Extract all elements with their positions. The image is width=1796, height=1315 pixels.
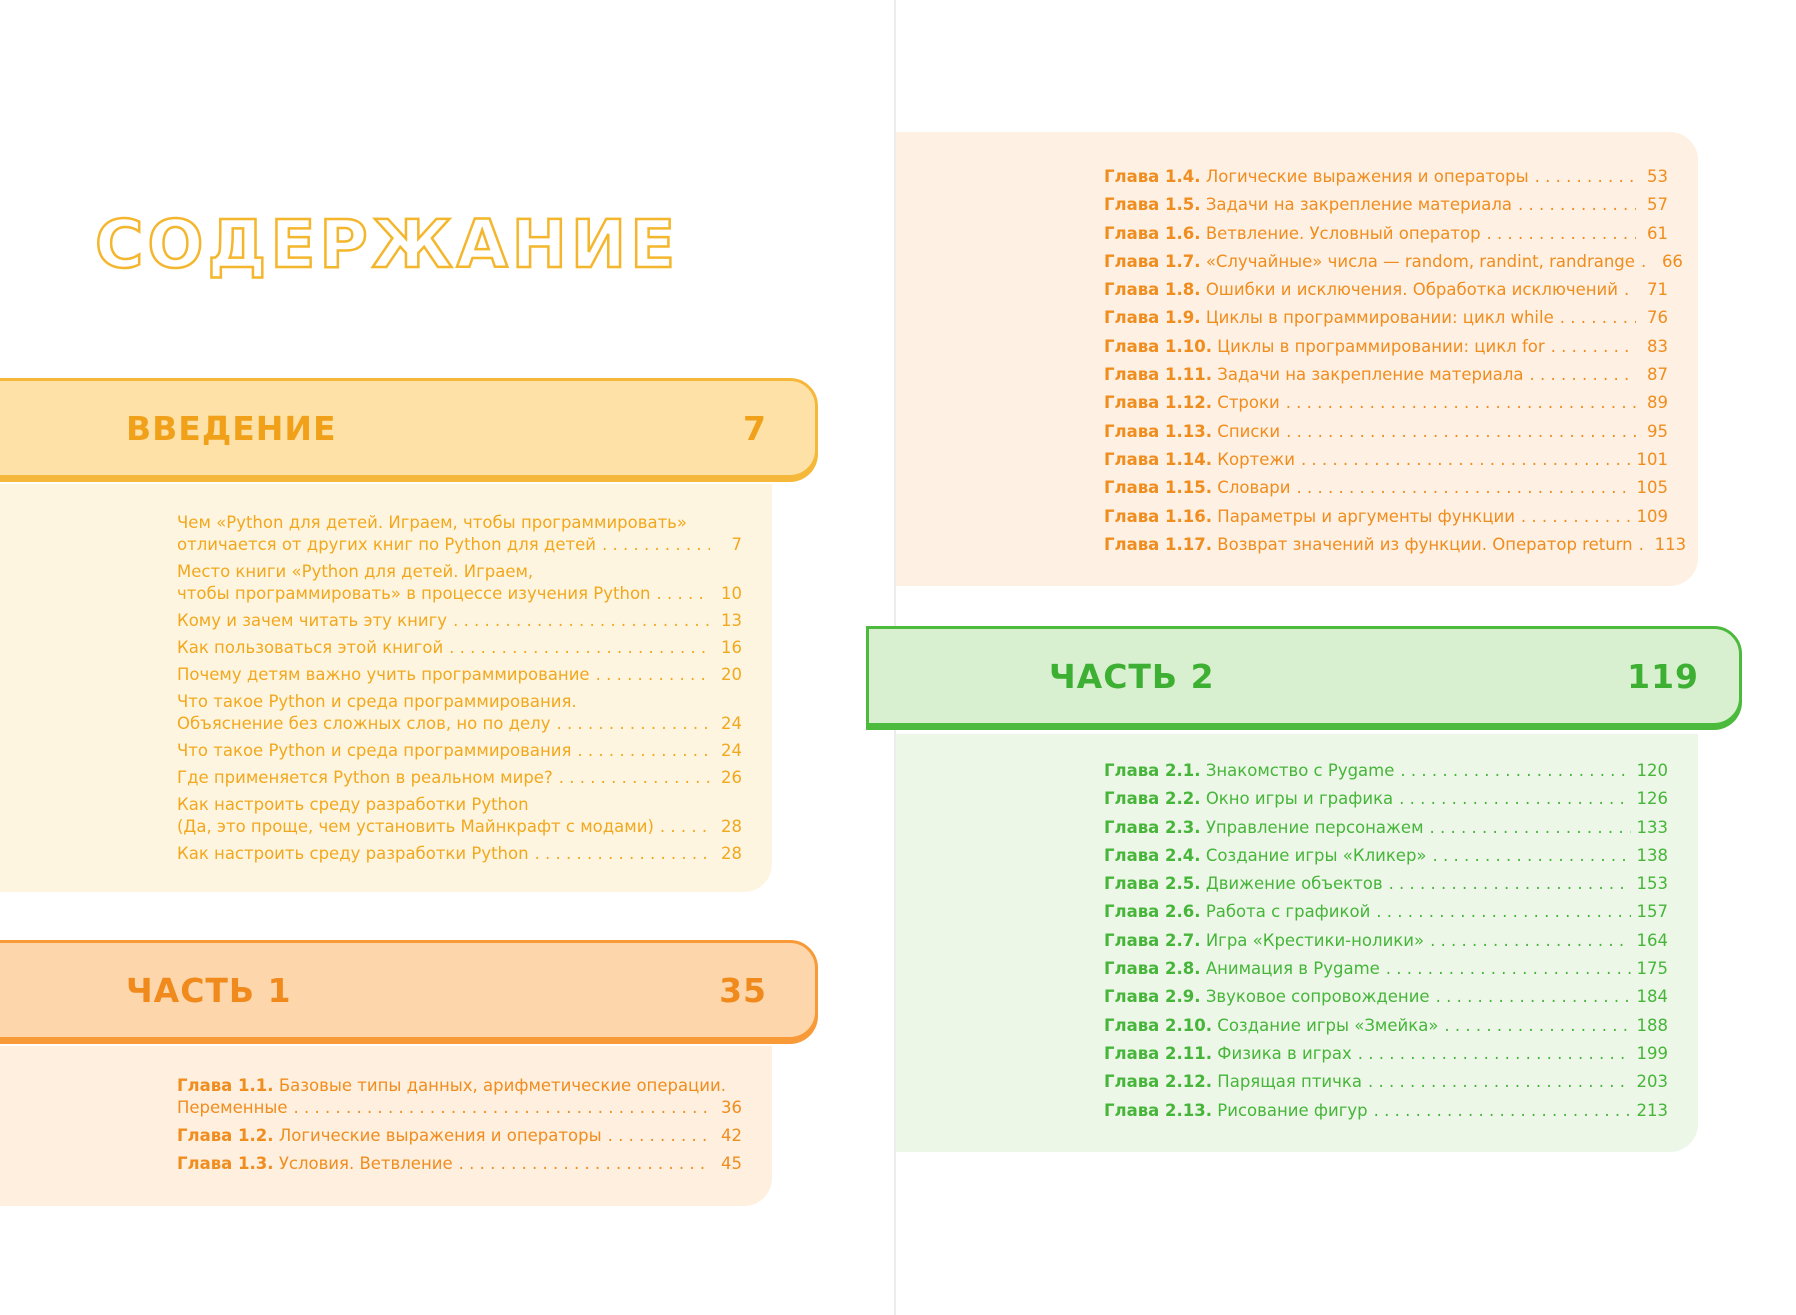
toc-entry-title: [177, 534, 596, 556]
toc-entry-title: [177, 1125, 602, 1147]
toc-entry-text: Физика в играх: [1217, 1043, 1352, 1063]
toc-entry-text: Как пользоваться этой книгой: [177, 638, 444, 657]
toc-entry-line: [1104, 166, 1668, 188]
toc-entry-line: [1104, 1015, 1668, 1037]
dot-leader: [1487, 223, 1636, 245]
chapter-number: Глава 1.17.: [1104, 534, 1213, 554]
dot-leader: [1399, 788, 1630, 810]
toc-entry-text: Знакомство с Pygame: [1205, 761, 1395, 780]
chapter-number: Глава 2.3.: [1104, 817, 1201, 837]
toc-entry-title: [1104, 986, 1430, 1008]
toc-entry-line: [1104, 194, 1668, 216]
toc-entry-text: Создание игры «Кликер»: [1205, 845, 1427, 865]
dot-leader: [453, 610, 710, 632]
toc-entry-title: [1104, 506, 1515, 528]
toc-entry-title: [1104, 477, 1291, 499]
toc-page-number: 20: [721, 665, 742, 684]
toc-entry-text: Почему детям важно учить программирование: [177, 665, 590, 684]
chapter-number: Глава 1.13.: [1104, 421, 1213, 441]
toc-entry-line: [1104, 223, 1668, 245]
toc-entry-title: [1104, 307, 1554, 329]
dot-leader: [657, 583, 711, 605]
toc-page-number: 61: [1647, 223, 1668, 243]
toc-entry-line: [177, 664, 742, 686]
toc-entry-first-line: [177, 691, 742, 713]
toc-entry[interactable]: [1104, 1100, 1668, 1128]
toc-entry-line: [1104, 449, 1668, 471]
dot-leader: [1368, 1071, 1631, 1093]
toc-entry-text: Параметры и аргументы функции: [1217, 506, 1515, 526]
toc-entry-title: [1104, 534, 1633, 556]
toc-page-number: 87: [1647, 365, 1668, 385]
toc-entry-line: [1104, 364, 1668, 386]
dot-leader: [1400, 760, 1630, 782]
chapter-number: Глава 2.11.: [1104, 1043, 1213, 1063]
dot-leader: [1530, 364, 1636, 386]
chapter-number: Глава 1.6.: [1104, 223, 1201, 243]
toc-entry-title: [177, 713, 550, 735]
dot-leader: [294, 1097, 710, 1119]
toc-entry-line: [177, 534, 742, 556]
dot-leader: [1430, 817, 1631, 839]
toc-entry[interactable]: [1104, 958, 1668, 986]
toc-entry[interactable]: [1104, 477, 1668, 505]
toc-entry[interactable]: [177, 561, 742, 605]
toc-page-number: 76: [1647, 308, 1668, 328]
toc-entry-line: [1104, 279, 1668, 301]
chapter-number: Глава 1.15.: [1104, 478, 1213, 498]
chapter-number: Глава 1.2.: [177, 1126, 274, 1145]
toc-entry-line: [177, 610, 742, 632]
part2-heading: ЧАСТЬ 2: [1049, 656, 1215, 696]
toc-page-number: 7: [731, 535, 742, 554]
toc-entry-text: Игра «Крестики-нолики»: [1205, 930, 1425, 950]
toc-page-number: 89: [1647, 393, 1668, 413]
toc-page-number: 13: [721, 611, 742, 630]
toc-page-number: 175: [1636, 959, 1668, 979]
toc-page-number: 66: [1661, 251, 1683, 271]
dot-leader: [1358, 1043, 1631, 1065]
part1-continued-toc-list: [1104, 166, 1687, 562]
dot-leader: [1389, 873, 1631, 895]
toc-entry-text: «Случайные» числа — random, randint, randrange: [1205, 251, 1635, 271]
chapter-number: Глава 2.9.: [1104, 987, 1201, 1007]
toc-entry-title: [1104, 788, 1393, 810]
toc-entry-title-line1: Как настроить среду разработки Python: [177, 795, 529, 814]
toc-entry-text: Работа с графикой: [1205, 902, 1371, 922]
toc-entry-text: Что такое Python и среда программирования: [177, 741, 572, 760]
toc-entry[interactable]: [177, 794, 742, 838]
toc-entry[interactable]: [177, 767, 742, 789]
chapter-number: Глава 2.2.: [1104, 789, 1201, 809]
page-title: СОДЕРЖАНИЕ: [95, 206, 680, 283]
toc-entry-title: [1104, 817, 1424, 839]
toc-entry[interactable]: [1104, 449, 1668, 477]
intro-header[interactable]: [0, 378, 818, 478]
toc-entry-title: [177, 1153, 453, 1175]
chapter-number: Глава 1.10.: [1104, 336, 1213, 356]
toc-entry-line: [177, 843, 742, 865]
dot-leader: [1518, 194, 1636, 216]
toc-entry[interactable]: [1104, 1043, 1668, 1071]
chapter-number: Глава 2.4.: [1104, 845, 1201, 865]
toc-entry-first-line: [177, 1075, 742, 1097]
toc-page-number: 213: [1636, 1100, 1668, 1120]
dot-leader: [660, 816, 710, 838]
toc-entry-text: Ошибки и исключения. Обработка исключений: [1205, 280, 1619, 300]
toc-page-number: 28: [721, 817, 742, 836]
toc-entry-line: [1104, 307, 1668, 329]
toc-entry-line: [1104, 930, 1668, 952]
toc-entry[interactable]: [1104, 279, 1668, 307]
toc-entry[interactable]: [1104, 817, 1668, 845]
toc-entry-title: [1104, 194, 1512, 216]
toc-entry[interactable]: [177, 1075, 742, 1119]
toc-entry-line: [1104, 760, 1668, 782]
toc-page-number: 120: [1636, 761, 1668, 780]
toc-entry-text: Задачи на закрепление материала: [1217, 365, 1524, 385]
toc-entry[interactable]: [1104, 223, 1668, 251]
toc-entry-text: Создание игры «Змейка»: [1217, 1015, 1439, 1035]
toc-entry-text: Ветвление. Условный оператор: [1205, 223, 1481, 243]
toc-page-number: 71: [1647, 280, 1668, 300]
toc-entry-text: Логические выражения и операторы: [1205, 167, 1529, 186]
dot-leader: [556, 713, 710, 735]
toc-entry-text: Задачи на закрепление материала: [1205, 195, 1513, 215]
toc-entry-text: Списки: [1217, 421, 1281, 441]
dot-leader: [577, 740, 710, 762]
toc-page-number: 10: [721, 584, 742, 603]
toc-entry-text: отличается от других книг по Python для детей: [177, 535, 596, 554]
toc-entry[interactable]: [177, 843, 742, 865]
toc-entry-title: [177, 843, 529, 865]
toc-entry-title: [1104, 930, 1424, 952]
toc-entry[interactable]: [1104, 986, 1668, 1014]
chapter-number: Глава 2.6.: [1104, 902, 1201, 922]
dot-leader: [602, 534, 710, 556]
part1-heading: ЧАСТЬ 1: [126, 970, 292, 1010]
toc-entry[interactable]: [177, 1125, 742, 1147]
dot-leader: [1286, 392, 1636, 414]
toc-entry-text: Возврат значений из функции. Оператор return: [1217, 534, 1633, 554]
toc-entry[interactable]: [1104, 336, 1668, 364]
toc-entry-line: [1104, 788, 1668, 810]
toc-entry-line: [177, 816, 742, 838]
chapter-number: Глава 1.8.: [1104, 280, 1201, 300]
toc-entry-text: Как настроить среду разработки Python: [177, 844, 529, 863]
toc-entry-line: [1104, 845, 1668, 867]
chapter-number: Глава 1.5.: [1104, 195, 1201, 215]
toc-entry-title: [177, 637, 443, 659]
toc-entry[interactable]: [1104, 1071, 1668, 1099]
toc-page-number: 101: [1636, 449, 1668, 469]
toc-entry-line: [177, 767, 742, 789]
toc-page-number: 95: [1647, 421, 1668, 441]
toc-page-number: 45: [721, 1154, 742, 1173]
toc-entry-line: [1104, 421, 1668, 443]
dot-leader: [596, 664, 710, 686]
toc-entry-text: Переменные: [177, 1098, 288, 1117]
toc-entry[interactable]: [1104, 930, 1668, 958]
chapter-number: Глава 2.12.: [1104, 1072, 1213, 1092]
toc-entry-text: Окно игры и графика: [1205, 789, 1394, 809]
toc-entry[interactable]: [1104, 251, 1683, 279]
toc-entry-text: Анимация в Pygame: [1205, 959, 1380, 979]
toc-entry[interactable]: [1104, 534, 1687, 562]
chapter-number: Глава 1.11.: [1104, 365, 1213, 385]
toc-entry[interactable]: [177, 637, 742, 659]
toc-entry-title: [1104, 251, 1635, 273]
toc-entry-text: чтобы программировать» в процессе изучения Python: [177, 584, 651, 603]
toc-entry-title: [177, 583, 651, 605]
toc-page-number: 153: [1636, 874, 1668, 894]
toc-entry-title: [1104, 364, 1524, 386]
dot-leader: [608, 1125, 710, 1147]
intro-toc-list: [177, 512, 742, 870]
toc-entry-title: [177, 664, 590, 686]
dot-leader: [1301, 449, 1631, 471]
toc-entry-text: (Да, это проще, чем установить Майнкрафт с модами): [177, 817, 654, 836]
toc-entry-title-line1: Чем «Python для детей. Играем, чтобы программировать»: [177, 513, 688, 532]
toc-page-number: 16: [721, 638, 742, 657]
toc-entry[interactable]: [1104, 506, 1668, 534]
toc-entry-text: Рисование фигур: [1217, 1100, 1368, 1120]
toc-entry-title-line1: Что такое Python и среда программирования.: [177, 692, 577, 711]
toc-entry-title: [1104, 958, 1380, 980]
chapter-number: Глава 2.13.: [1104, 1100, 1213, 1120]
toc-entry[interactable]: [177, 691, 742, 735]
toc-page-number: 188: [1636, 1015, 1668, 1035]
toc-entry-text: Парящая птичка: [1217, 1072, 1362, 1092]
toc-page-number: 105: [1636, 478, 1668, 498]
toc-page-number: 53: [1647, 167, 1668, 186]
toc-entry-title: [1104, 1015, 1438, 1037]
dot-leader: [1430, 930, 1630, 952]
toc-page-number: 36: [721, 1098, 742, 1117]
toc-entry[interactable]: [1104, 1015, 1668, 1043]
toc-entry-line: [177, 583, 742, 605]
toc-entry[interactable]: [177, 512, 742, 556]
toc-entry-title: [1104, 223, 1481, 245]
toc-entry-text: Объяснение без сложных слов, но по делу: [177, 714, 551, 733]
toc-entry[interactable]: [1104, 392, 1668, 420]
toc-entry[interactable]: [1104, 307, 1668, 335]
toc-entry[interactable]: [1104, 873, 1668, 901]
toc-entry-text: Словари: [1217, 478, 1291, 498]
toc-entry-line: [1104, 1043, 1668, 1065]
toc-page-number: 203: [1636, 1072, 1668, 1092]
toc-page-number: 24: [721, 741, 742, 760]
toc-page-number: 28: [721, 844, 742, 863]
toc-page-number: 133: [1636, 817, 1668, 837]
toc-entry[interactable]: [1104, 194, 1668, 222]
toc-entry-line: [1104, 873, 1668, 895]
toc-entry-title: [177, 740, 571, 762]
toc-page-number: 164: [1636, 930, 1668, 950]
toc-entry-line: [1104, 477, 1668, 499]
toc-entry-text: Кому и зачем читать эту книгу: [177, 611, 448, 630]
toc-page-number: 113: [1654, 534, 1687, 554]
chapter-number: Глава 1.9.: [1104, 308, 1201, 328]
dot-leader: [1376, 901, 1630, 923]
toc-entry-line: [1104, 392, 1668, 414]
toc-entry[interactable]: [1104, 364, 1668, 392]
toc-entry-title: [1104, 392, 1280, 414]
chapter-number: Глава 2.7.: [1104, 930, 1201, 950]
dot-leader: [1297, 477, 1631, 499]
chapter-number: Глава 2.5.: [1104, 874, 1201, 894]
chapter-number: Глава 1.1.: [177, 1076, 274, 1095]
toc-entry[interactable]: [1104, 845, 1668, 873]
toc-entry-text: Условия. Ветвление: [278, 1154, 453, 1173]
toc-page-number: 138: [1636, 845, 1668, 865]
chapter-number: Глава 2.1.: [1104, 761, 1201, 780]
toc-entry-title: [1104, 845, 1427, 867]
toc-entry-line: [1104, 534, 1687, 556]
toc-entry-line: [177, 1097, 742, 1119]
dot-leader: [1521, 506, 1631, 528]
chapter-number: Глава 1.14.: [1104, 449, 1213, 469]
dot-leader: [1444, 1015, 1630, 1037]
intro-heading: ВВЕДЕНИЕ: [126, 408, 337, 448]
toc-entry-title: [1104, 279, 1618, 301]
toc-entry-line: [177, 1153, 742, 1175]
toc-page-number: 42: [721, 1126, 742, 1145]
toc-page-number: 157: [1636, 902, 1668, 922]
part1-header[interactable]: [0, 940, 818, 1040]
toc-entry-title-line1: Место книги «Python для детей. Играем,: [177, 562, 534, 581]
toc-entry-title: [1104, 873, 1383, 895]
toc-entry-line: [1104, 958, 1668, 980]
dot-leader: [1374, 1100, 1631, 1122]
dot-leader: [559, 767, 710, 789]
toc-page-number: 24: [721, 714, 742, 733]
toc-entry-title: [1104, 1043, 1352, 1065]
toc-entry-text: Строки: [1217, 393, 1280, 413]
toc-page-number: 57: [1647, 195, 1668, 215]
dot-leader: [1436, 986, 1631, 1008]
toc-entry[interactable]: [177, 664, 742, 686]
toc-entry-title-line1: Базовые типы данных, арифметические операции.: [278, 1076, 726, 1095]
toc-entry-first-line: [177, 794, 742, 816]
toc-entry-line: [177, 740, 742, 762]
chapter-number: Глава 1.4.: [1104, 167, 1201, 186]
part2-header[interactable]: [866, 626, 1742, 726]
toc-page-number: 83: [1647, 336, 1668, 356]
toc-entry-text: Циклы в программировании: цикл for: [1217, 336, 1545, 356]
dot-leader: [1624, 279, 1636, 301]
toc-entry[interactable]: [1104, 421, 1668, 449]
dot-leader: [449, 637, 710, 659]
toc-entry-title: [1104, 449, 1295, 471]
chapter-number: Глава 2.8.: [1104, 959, 1201, 979]
chapter-number: Глава 2.10.: [1104, 1015, 1213, 1035]
part2-page-number: 119: [1627, 656, 1699, 696]
dot-leader: [1286, 421, 1636, 443]
chapter-number: Глава 1.3.: [177, 1154, 274, 1173]
intro-page-number: 7: [743, 408, 767, 448]
toc-entry-title: [1104, 421, 1280, 443]
toc-entry-line: [1104, 251, 1683, 273]
dot-leader: [1641, 251, 1651, 273]
toc-page-number: 199: [1636, 1043, 1668, 1063]
dot-leader: [1551, 336, 1636, 358]
toc-page-number: 109: [1636, 506, 1668, 526]
toc-entry-title: [177, 816, 654, 838]
toc-page-number: 26: [721, 768, 742, 787]
toc-entry-title: [1104, 166, 1529, 188]
toc-entry-title: [1104, 760, 1394, 782]
dot-leader: [535, 843, 710, 865]
toc-entry-first-line: [177, 561, 742, 583]
chapter-number: Глава 1.16.: [1104, 506, 1213, 526]
toc-entry-text: Звуковое сопровождение: [1205, 987, 1430, 1007]
toc-entry-title: [1104, 336, 1545, 358]
toc-entry-text: Управление персонажем: [1205, 817, 1424, 837]
toc-entry-line: [1104, 506, 1668, 528]
toc-entry-title: [1104, 1071, 1362, 1093]
toc-entry-text: Движение объектов: [1205, 874, 1383, 894]
dot-leader: [459, 1153, 710, 1175]
toc-entry[interactable]: [1104, 760, 1668, 788]
toc-entry[interactable]: [1104, 166, 1668, 194]
toc-entry-line: [1104, 901, 1668, 923]
toc-entry-line: [177, 1125, 742, 1147]
toc-entry-line: [1104, 336, 1668, 358]
toc-page-number: 184: [1636, 987, 1668, 1007]
dot-leader: [1386, 958, 1631, 980]
toc-entry-title: [177, 610, 447, 632]
dot-leader: [1639, 534, 1649, 556]
toc-entry[interactable]: [1104, 788, 1668, 816]
toc-entry-line: [177, 713, 742, 735]
toc-entry-line: [1104, 1100, 1668, 1122]
dot-leader: [1560, 307, 1636, 329]
part1-toc-list: [177, 1075, 742, 1181]
toc-entry-first-line: [177, 512, 742, 534]
toc-entry-text: Где применяется Python в реальном мире?: [177, 768, 553, 787]
part1-page-number: 35: [719, 970, 767, 1010]
toc-entry[interactable]: [1104, 901, 1668, 929]
toc-entry-line: [1104, 1071, 1668, 1093]
toc-entry[interactable]: [177, 740, 742, 762]
part2-toc-list: [1104, 760, 1668, 1128]
chapter-number: Глава 1.7.: [1104, 251, 1201, 271]
toc-entry-text: Циклы в программировании: цикл while: [1205, 308, 1554, 328]
chapter-number: Глава 1.12.: [1104, 393, 1213, 413]
toc-entry[interactable]: [177, 1153, 742, 1175]
toc-entry-line: [177, 637, 742, 659]
toc-entry-title: [177, 767, 553, 789]
toc-entry-line: [1104, 986, 1668, 1008]
toc-entry-line: [1104, 817, 1668, 839]
toc-page-number: 126: [1636, 789, 1668, 809]
toc-entry-text: Кортежи: [1217, 449, 1295, 469]
toc-entry-title: [1104, 1100, 1368, 1122]
dot-leader: [1535, 166, 1636, 188]
toc-entry[interactable]: [177, 610, 742, 632]
toc-entry-title: [1104, 901, 1370, 923]
dot-leader: [1433, 845, 1631, 867]
toc-entry-title: [177, 1097, 288, 1119]
toc-entry-text: Логические выражения и операторы: [278, 1126, 602, 1145]
